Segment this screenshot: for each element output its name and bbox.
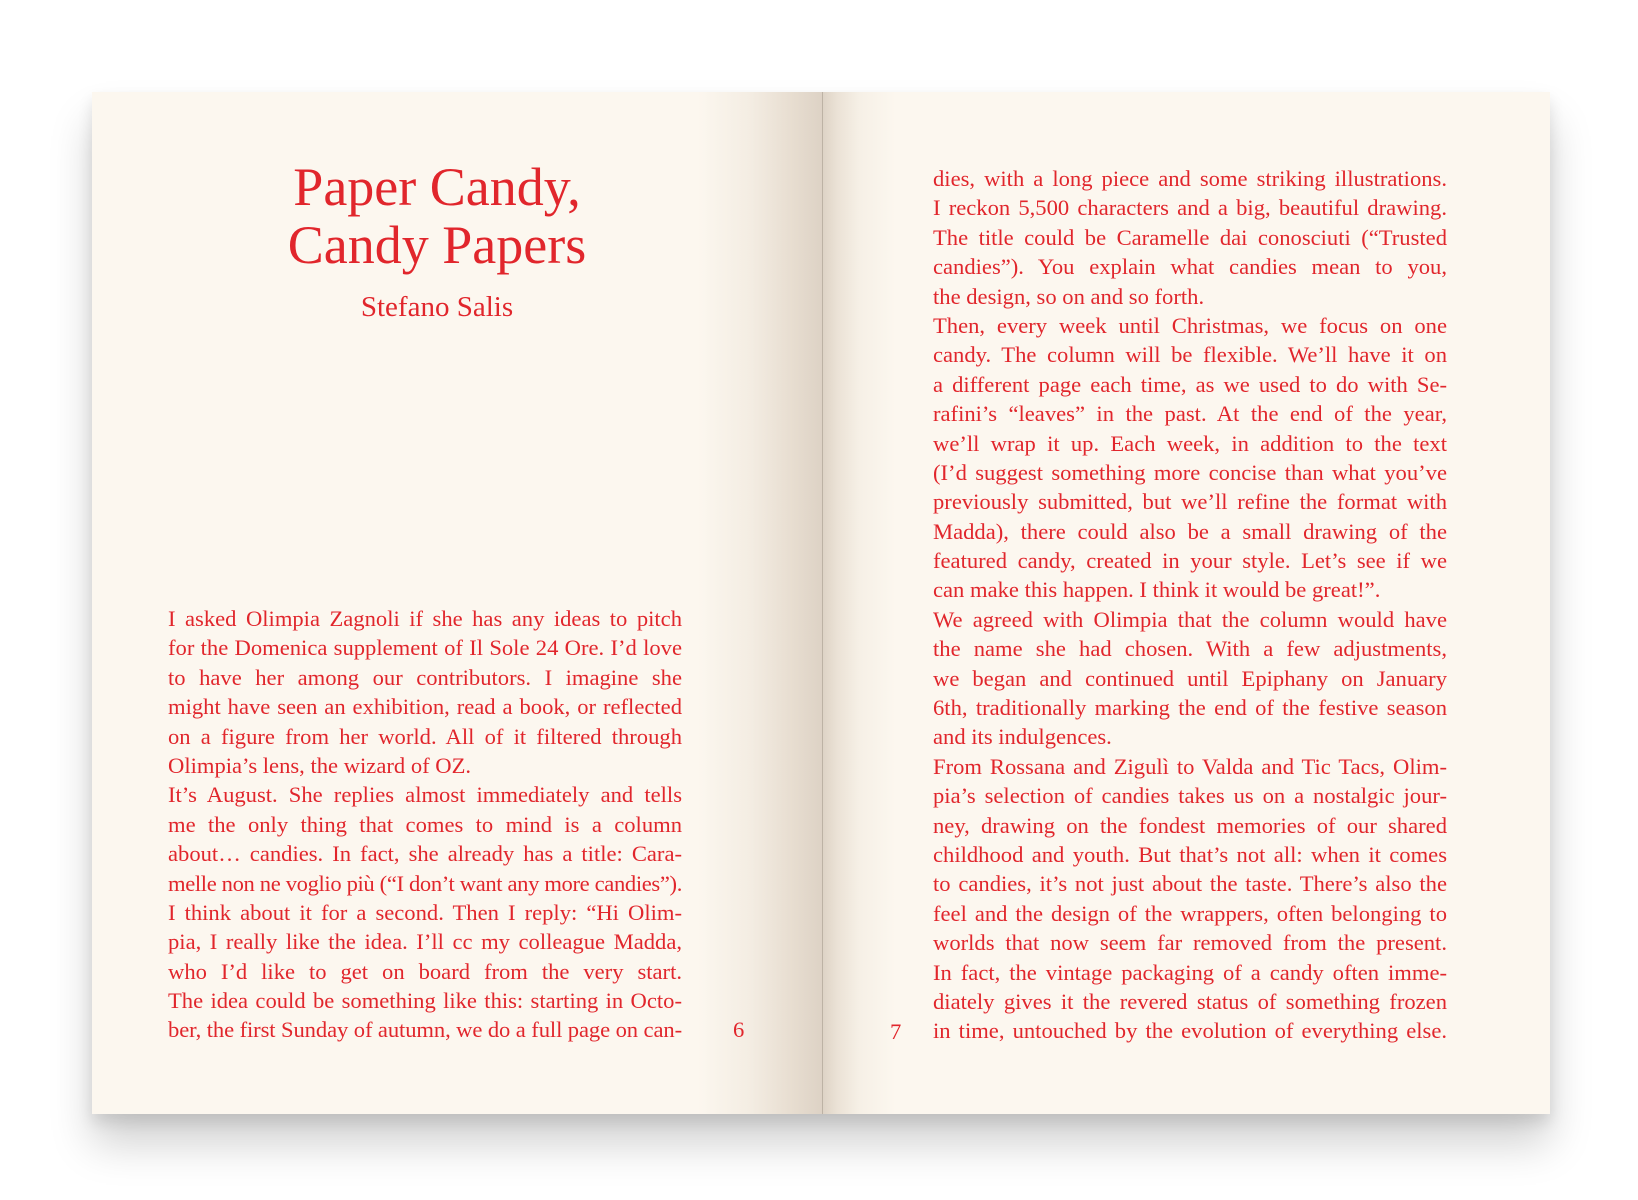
text-line: feel and the design of the wrappers, often belonging to: [933, 900, 1447, 926]
text-line: melle non ne voglio più (“I don’t want any more candies”).: [168, 870, 682, 896]
left-page: [92, 92, 822, 1114]
text-line: ney, drawing on the fondest memories of our shared: [933, 812, 1447, 838]
text-line: In fact, the vintage packaging of a candy often imme-: [933, 959, 1447, 985]
left-body-text: [168, 604, 682, 1045]
title-line-1: Paper Candy,: [293, 157, 581, 217]
text-line: who I’d like to get on board from the very start.: [168, 958, 682, 984]
right-body-text: [933, 164, 1447, 1046]
text-line: The title could be Caramelle dai conosciuti (“Trusted: [933, 224, 1447, 250]
text-line: featured candy, created in your style. Let’s see if we: [933, 548, 1447, 574]
text-line: candy. The column will be flexible. We’ll have it on: [933, 342, 1447, 368]
author-name: Stefano Salis: [360, 291, 514, 323]
text-line: candies”). You explain what candies mean to you,: [933, 254, 1447, 280]
text-line: I reckon 5,500 characters and a big, beautiful drawing.: [933, 195, 1447, 221]
text-line: From Rossana and Zigulì to Valda and Tic Tacs, Olim-: [933, 753, 1447, 779]
text-line: and its indulgences.: [933, 724, 1112, 750]
right-page: [823, 92, 1550, 1114]
text-line: the name she had chosen. With a few adjustments,: [933, 636, 1447, 662]
article-title: [92, 158, 782, 274]
text-line: previously submitted, but we’ll refine the format with: [933, 489, 1447, 515]
text-line: in time, untouched by the evolution of everything else.: [933, 1018, 1447, 1044]
book-spread: [92, 92, 1550, 1114]
text-line: might have seen an exhibition, read a book, or reflected: [168, 694, 682, 720]
text-line: Madda), there could also be a small drawing of the: [933, 518, 1447, 544]
text-line: The idea could be something like this: starting in Octo-: [168, 988, 682, 1014]
text-line: to candies, it’s not just about the taste. There’s also the: [933, 871, 1447, 897]
text-line: on a figure from her world. All of it filtered through: [168, 723, 682, 749]
text-line: can make this happen. I think it would be great!”.: [933, 577, 1381, 603]
text-line: I think about it for a second. Then I reply: “Hi Olim-: [168, 899, 682, 925]
text-line: Then, every week until Christmas, we focus on one: [933, 312, 1447, 338]
title-line-2: Candy Papers: [287, 215, 587, 275]
text-line: pia’s selection of candies takes us on a nostalgic jour-: [933, 783, 1447, 809]
text-line: We agreed with Olimpia that the column would have: [933, 606, 1447, 632]
page-number-left: 6: [733, 1017, 745, 1042]
text-line: childhood and youth. But that’s not all: when it comes: [933, 841, 1447, 867]
page-number-right: 7: [890, 1019, 902, 1044]
text-line: to have her among our contributors. I imagine she: [168, 664, 682, 690]
text-line: I asked Olimpia Zagnoli if she has any ideas to pitch: [168, 606, 682, 631]
text-line: the design, so on and so forth.: [933, 283, 1205, 309]
text-line: pia, I really like the idea. I’ll cc my colleague Madda,: [168, 929, 682, 955]
text-line: we’ll wrap it up. Each week, in addition to the text: [933, 430, 1447, 456]
text-line: worlds that now seem far removed from the present.: [933, 930, 1447, 956]
text-line: we began and continued until Epiphany on January: [933, 665, 1447, 691]
text-line: rafini’s “leaves” in the past. At the end of the year,: [933, 401, 1447, 427]
text-line: diately gives it the revered status of something frozen: [933, 988, 1447, 1014]
text-line: a different page each time, as we used to do with Se-: [933, 371, 1447, 397]
text-line: It’s August. She replies almost immediately and tells: [168, 782, 682, 808]
text-line: about… candies. In fact, she already has a title: Cara-: [168, 841, 682, 867]
text-line: dies, with a long piece and some striking illustrations.: [933, 166, 1447, 191]
text-line: ber, the first Sunday of autumn, we do a full page on can-: [168, 1017, 682, 1043]
text-line: (I’d suggest something more concise than what you’ve: [933, 459, 1447, 485]
text-line: for the Domenica supplement of Il Sole 24 Ore. I’d love: [168, 635, 682, 661]
text-line: me the only thing that comes to mind is a column: [168, 811, 682, 837]
text-line: 6th, traditionally marking the end of the festive season: [933, 695, 1447, 721]
text-line: Olimpia’s lens, the wizard of OZ.: [168, 752, 472, 778]
